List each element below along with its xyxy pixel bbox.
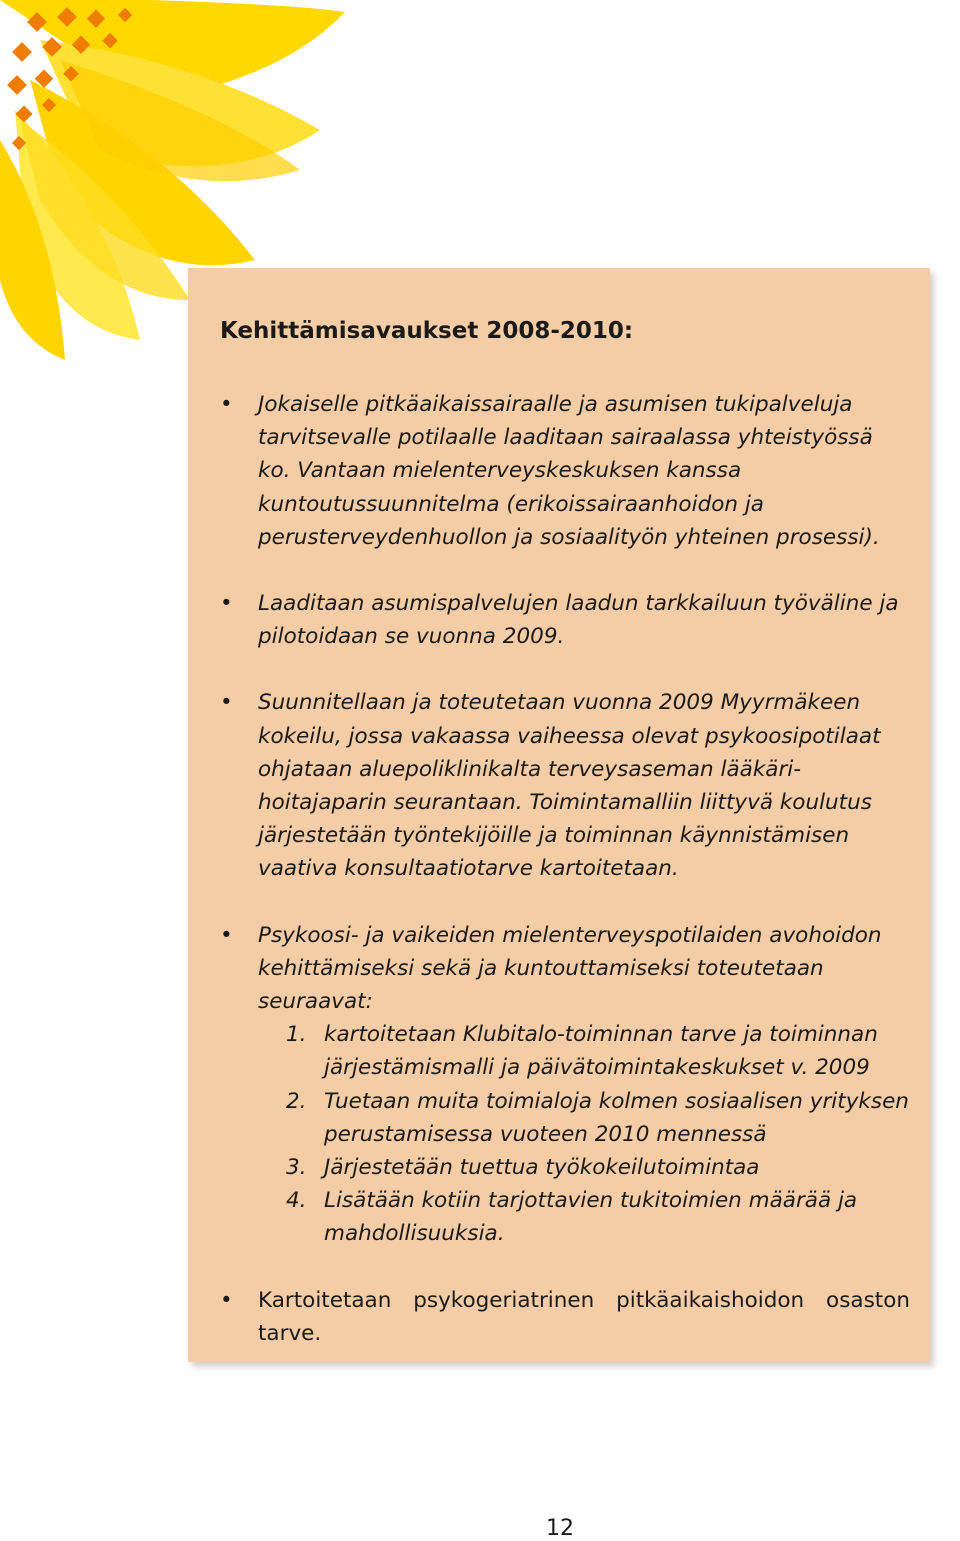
sublist-item	[286, 1085, 910, 1151]
section-heading: Kehittämisavaukset 2008-2010:	[220, 318, 634, 344]
list-item-text: Kartoitetaan psykogeriatrinen pitkäaikaishoidon osaston tarve.	[258, 1287, 910, 1346]
sublist-item	[286, 1151, 910, 1184]
bullet-symbol: •	[220, 392, 233, 417]
numbered-sublist	[258, 1018, 910, 1250]
bullet-symbol: •	[220, 1287, 233, 1313]
list-item-text: Laaditaan asumispalvelujen laadun tarkkailuun työväline ja pilotoidaan se vuonna 2009.	[258, 591, 899, 650]
bullet-symbol: •	[220, 690, 233, 716]
list-item-text: Suunnitellaan ja toteutetaan vuonna 2009 Myyrmäkeen kokeilu, jossa vakaassa vaiheessa olevat psykoosipotilaat ohjataan aluepoliklinikalta terveysaseman lääkäri-hoitajaparin seurantaan. Toimintamalliin liittyvä koulutus järjestetään työntekijöille ja toiminnan käynnistämisen vaativa konsultaatiotarve kartoitetaan.	[258, 690, 881, 882]
list-item	[220, 388, 910, 554]
item-number: 4.	[286, 1188, 307, 1214]
development-list	[220, 388, 910, 1383]
sublist-item-text: Järjestetään tuettua työkokeilutoimintaa	[324, 1155, 760, 1181]
list-item	[220, 686, 910, 885]
sublist-item-text: Tuetaan muita toimialoja kolmen sosiaalisen yrityksen perustamisessa vuoteen 2010 mennessä	[324, 1088, 909, 1147]
list-item-text: Jokaiselle pitkäaikaissairaalle ja asumisen tukipalveluja tarvitsevalle potilaalle laaditaan sairaalassa yhteistyössä ko. Vantaan mielenterveyskeskuksen kanssa kuntoutussuunnitelma (erikoissairaanhoidon ja perusterveydenhuollon ja sosiaalityön yhteinen prosessi).	[258, 392, 880, 550]
sublist-item-text: Lisätään kotiin tarjottavien tukitoimien määrää ja mahdollisuuksia.	[324, 1188, 858, 1247]
list-item-text: Psykoosi- ja vaikeiden mielenterveyspotilaiden avohoidon kehittämiseksi sekä ja kuntouttamiseksi toteutetaan seuraavat:	[258, 922, 882, 1015]
item-number: 1.	[286, 1022, 307, 1048]
list-item	[220, 1284, 910, 1350]
sublist-item-text: kartoitetaan Klubitalo-toiminnan tarve ja toiminnan järjestämismalli ja päivätoimintakeskukset v. 2009	[324, 1022, 878, 1081]
page-number: 12	[546, 1516, 574, 1541]
list-item	[220, 919, 910, 1251]
sublist-item	[286, 1184, 910, 1250]
sublist-item	[286, 1018, 910, 1084]
list-item	[220, 587, 910, 653]
bullet-symbol: •	[220, 591, 233, 617]
bullet-symbol: •	[220, 922, 233, 948]
item-number: 2.	[286, 1088, 307, 1114]
item-number: 3.	[286, 1155, 307, 1181]
